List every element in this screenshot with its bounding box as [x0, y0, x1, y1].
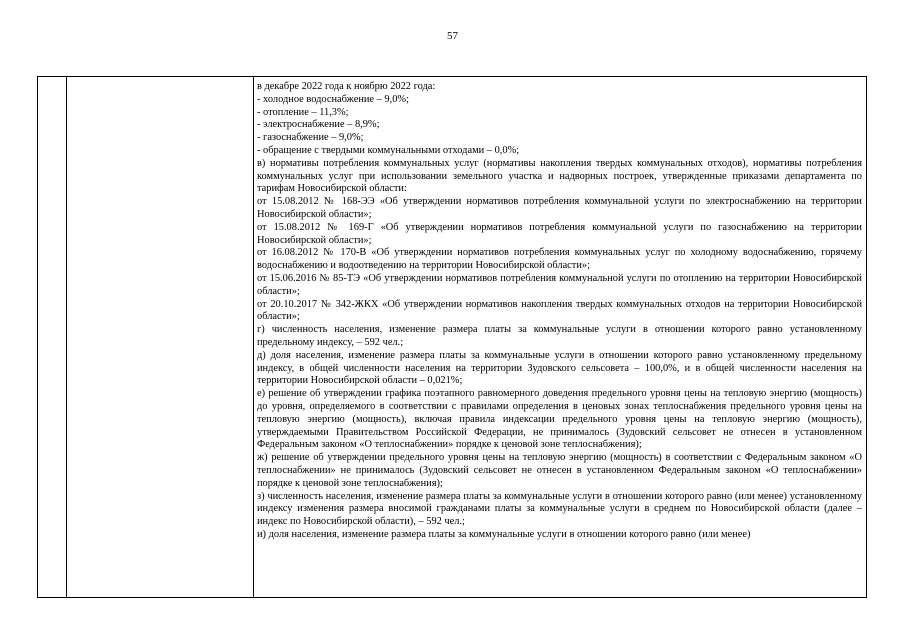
paragraph: в декабре 2022 года к ноябрю 2022 года:: [257, 81, 436, 92]
paragraph: от 20.10.2017 № 342-ЖКХ «Об утверждении нормативов накопления твердых коммунальных отходов на территории Новосибирской области»;: [257, 298, 862, 323]
paragraph: е) решение об утверждении графика поэтапного равномерного доведения предельного уровня цены на тепловую энергию (мощность) до уровня, определяемого в соответствии с правилами определения в ценовых зонах теплоснабжения предельного уровня цены на тепловую энергию (мощность), включая правила индексации предельного уровня цены на тепловую энергию (мощность), утверждаемыми Правительством Российской Федерации, не принималось (Зудовский сельсовет не отнесен в установленном Федеральным законом «О теплоснабжении» порядке к ценовой зоне теплоснабжения);: [257, 388, 862, 451]
paragraph: - холодное водоснабжение – 9,0%;: [257, 93, 409, 105]
document-table: [37, 76, 867, 598]
paragraph: - отопление – 11,3%;: [257, 106, 349, 118]
paragraph: от 15.08.2012 № 169-Г «Об утверждении нормативов потребления коммунальной услуги по газоснабжению на территории Новосибирской области»;: [257, 221, 862, 246]
page-number: 57: [447, 30, 458, 42]
paragraph: з) численность населения, изменение размера платы за коммунальные услуги в отношении которого равно (или менее) установленному индексу изменения размера вносимой гражданами платы за коммунальные услуги в среднем по Новосибирской области (далее – индекс по Новосибирской области), – 592 чел.;: [257, 490, 862, 528]
table-cell-content: [254, 77, 867, 598]
paragraph: в) нормативы потребления коммунальных услуг (нормативы накопления твердых коммунальных отходов), нормативы потребления коммунальных услуг при использовании земельного участка и надворных построек, утвержденные приказами департамента по тарифам Новосибирской области:: [257, 157, 862, 195]
paragraph: - электроснабжение – 8,9%;: [257, 119, 380, 131]
table-cell-label: [67, 77, 254, 598]
paragraph: - газоснабжение – 9,0%;: [257, 132, 364, 144]
paragraph: от 15.08.2012 № 168-ЭЭ «Об утверждении нормативов потребления коммунальной услуги по электроснабжению на территории Новосибирской области»;: [257, 196, 862, 220]
paragraph: и) доля населения, изменение размера платы за коммунальные услуги в отношении которого равно (или менее): [257, 528, 751, 540]
table-row: [38, 77, 867, 598]
table-cell-number: [38, 77, 67, 598]
paragraph: - обращение с твердыми коммунальными отходами – 0,0%;: [257, 144, 520, 156]
paragraph: ж) решение об утверждении предельного уровня цены на тепловую энергию (мощность) в соответствии с Федеральным законом «О теплоснабжении» не принималось (Зудовский сельсовет не отнесен в установленном Федеральным законом «О теплоснабжении» порядке к ценовой зоне теплоснабжения);: [257, 452, 862, 489]
paragraph: д) доля населения, изменение размера платы за коммунальные услуги в отношении которого равно установленному предельному индексу, в общей численности населения на территории Зудовского сельсовета – 100,0%, и в общей численности населения на территории Новосибирской области – 0,021%;: [257, 349, 862, 387]
paragraph: от 15.06.2016 № 85-ТЭ «Об утверждении нормативов потребления коммунальной услуги по отоплению на территории Новосибирской области»;: [257, 272, 862, 297]
paragraph: г) численность населения, изменение размера платы за коммунальные услуги в отношении которого равно установленному предельному индексу, – 592 чел.;: [257, 324, 862, 348]
content-text: [254, 77, 866, 597]
paragraph: от 16.08.2012 № 170-В «Об утверждении нормативов потребления коммунальных услуг по холодному водоснабжению, горячему водоснабжению и водоотведению на территории Новосибирской области»;: [257, 247, 862, 272]
